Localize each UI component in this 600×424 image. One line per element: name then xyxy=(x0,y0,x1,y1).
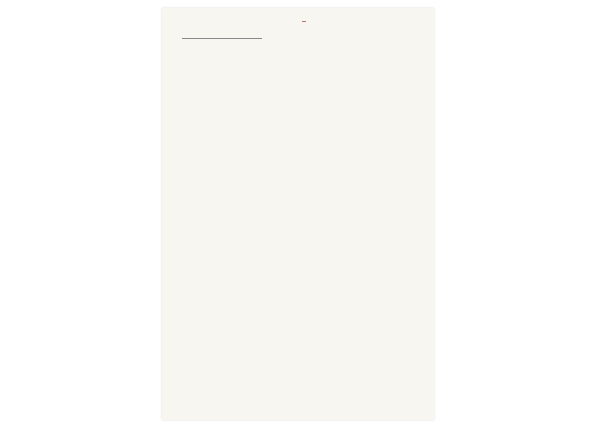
document-page xyxy=(162,8,434,420)
page-content xyxy=(178,14,434,43)
page-header xyxy=(178,14,434,24)
footnote-divider xyxy=(182,38,262,39)
